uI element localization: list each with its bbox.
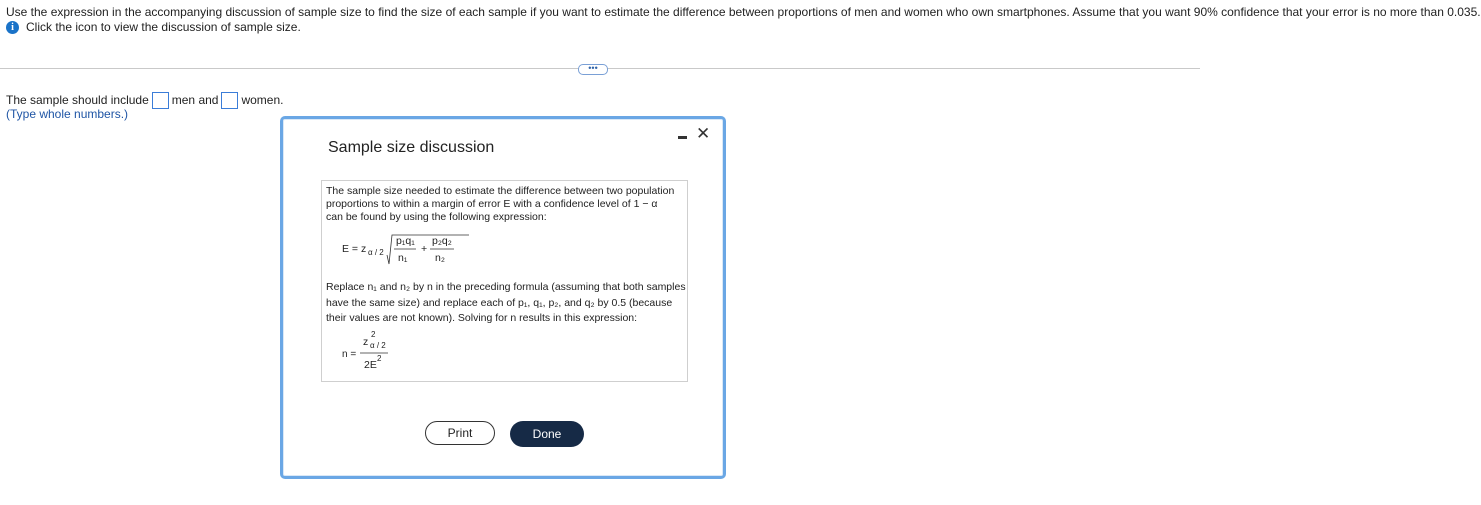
- answer-suffix: women.: [241, 93, 284, 107]
- formula1-plus: +: [421, 243, 428, 255]
- men-answer-input[interactable]: [152, 92, 169, 109]
- info-row: [6, 20, 301, 35]
- answer-hint: (Type whole numbers.): [6, 107, 129, 121]
- answer-middle: men and: [171, 93, 219, 107]
- formula1-den1: n₁: [398, 252, 408, 264]
- formula2-lhs: n =: [342, 349, 357, 360]
- formula2-num: z: [363, 336, 369, 348]
- women-answer-input[interactable]: [221, 92, 238, 109]
- answer-prefix: The sample should include: [6, 93, 149, 107]
- discussion-paragraph-1: The sample size needed to estimate the difference between two population proportions to within a margin of error E with a confidence level of 1 − α can be found by using the following expression:: [326, 185, 675, 223]
- formula2-den: 2E: [364, 359, 377, 371]
- formula2-den-sup: 2: [377, 354, 382, 363]
- info-icon[interactable]: i: [6, 21, 19, 34]
- formula1-den2: n₂: [435, 252, 445, 264]
- discussion-content: [321, 180, 688, 382]
- minimize-icon[interactable]: [676, 128, 690, 142]
- margin-of-error-formula: [342, 228, 482, 270]
- formula1-lhs-sub: α / 2: [368, 248, 384, 257]
- info-label[interactable]: Click the icon to view the discussion of sample size.: [26, 20, 301, 34]
- dialog-title: Sample size discussion: [328, 139, 495, 156]
- formula2-num-sup: 2: [371, 330, 376, 339]
- question-text: Use the expression in the accompanying discussion of sample size to find the size of each sample if you want to estimate the difference between proportions of men and women who own smartphones. Assume that you want 90% confidence that your error is no more than 0.035.: [6, 5, 1481, 19]
- discussion-paragraph-2: Replace n₁ and n₂ by n in the preceding formula (assuming that both samples have the same size) and replace each of p₁, q₁, p₂, and q₂ by 0.5 (because their values are not known). Solving for n results in this expression:: [326, 281, 686, 324]
- more-button[interactable]: •••: [578, 64, 608, 75]
- formula1-num1: p₁q₁: [396, 235, 415, 247]
- sample-size-dialog: [280, 116, 726, 479]
- sample-size-formula: [342, 328, 422, 380]
- print-button[interactable]: Print: [425, 421, 495, 445]
- done-button[interactable]: Done: [510, 421, 584, 447]
- close-icon[interactable]: ✕: [696, 124, 711, 143]
- formula2-num-sub: α / 2: [370, 341, 386, 350]
- formula1-lhs: E = z: [342, 243, 367, 255]
- formula1-num2: p₂q₂: [432, 235, 452, 247]
